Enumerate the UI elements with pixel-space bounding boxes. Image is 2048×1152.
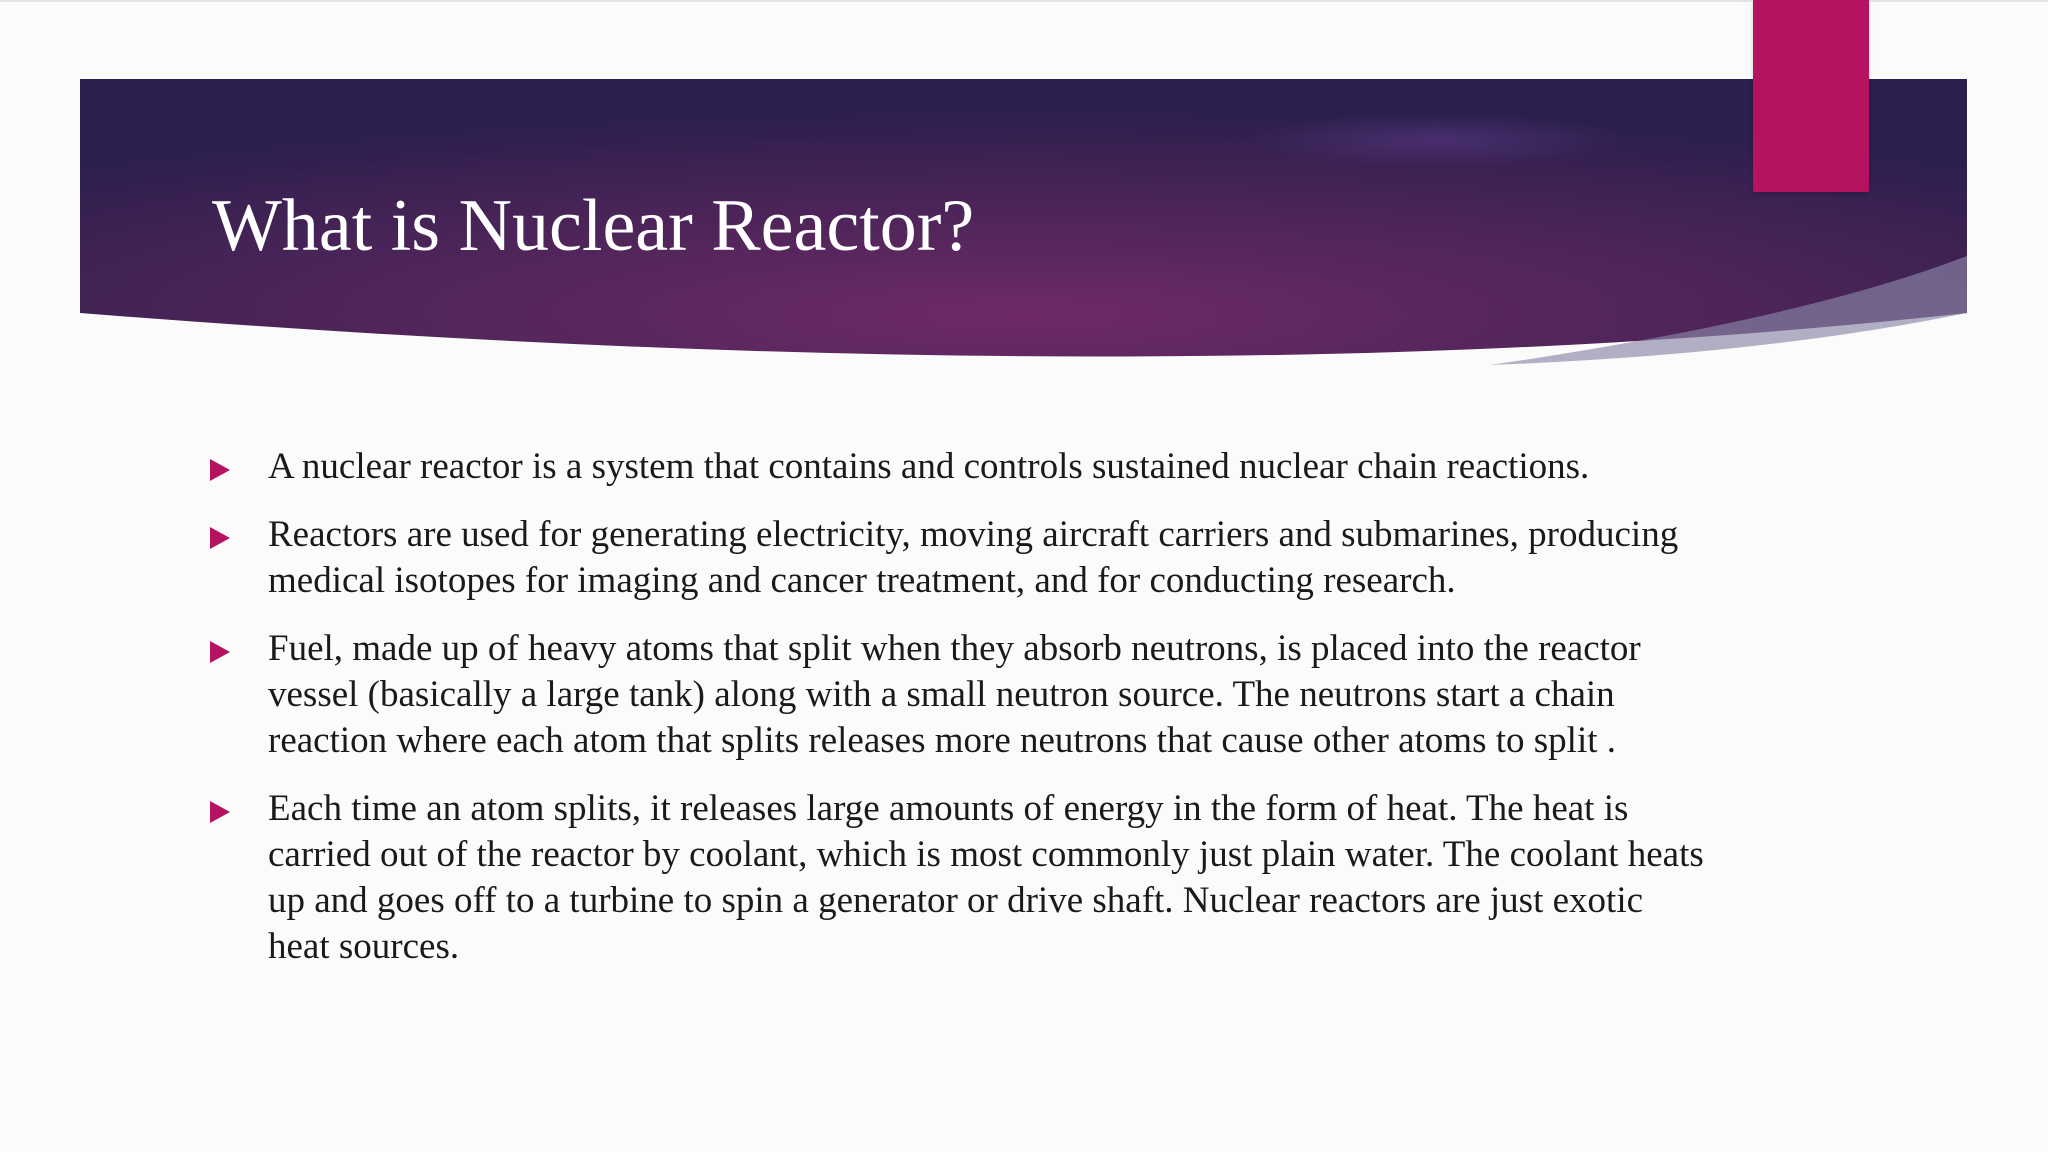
bullet-list [210,444,1710,992]
bullet-text: Fuel, made up of heavy atoms that split when they absorb neutrons, is placed into the reactor vessel (basically a large tank) along with a small neutron source. The neutrons start a chain reaction where each atom that splits releases more neutrons that cause other atoms to split . [268,628,1641,761]
list-item [210,444,1710,490]
list-item [210,786,1710,970]
accent-tab [1753,0,1869,192]
triangle-bullet-icon [210,527,230,549]
list-item [210,626,1710,764]
bullet-text: Reactors are used for generating electricity, moving aircraft carriers and submarines, producing medical isotopes for imaging and cancer treatment, and for conducting research. [268,514,1679,601]
triangle-bullet-icon [210,801,230,823]
triangle-bullet-icon [210,459,230,481]
list-item [210,512,1710,604]
slide-title: What is Nuclear Reactor? [212,185,975,267]
bullet-text: Each time an atom splits, it releases large amounts of energy in the form of heat. The heat is carried out of the reactor by coolant, which is most commonly just plain water. The coolant heats up and goes off to a turbine to spin a generator or drive shaft. Nuclear reactors are just exotic heat sources. [268,788,1704,967]
bullet-text: A nuclear reactor is a system that contains and controls sustained nuclear chain reactions. [268,446,1590,487]
triangle-bullet-icon [210,641,230,663]
